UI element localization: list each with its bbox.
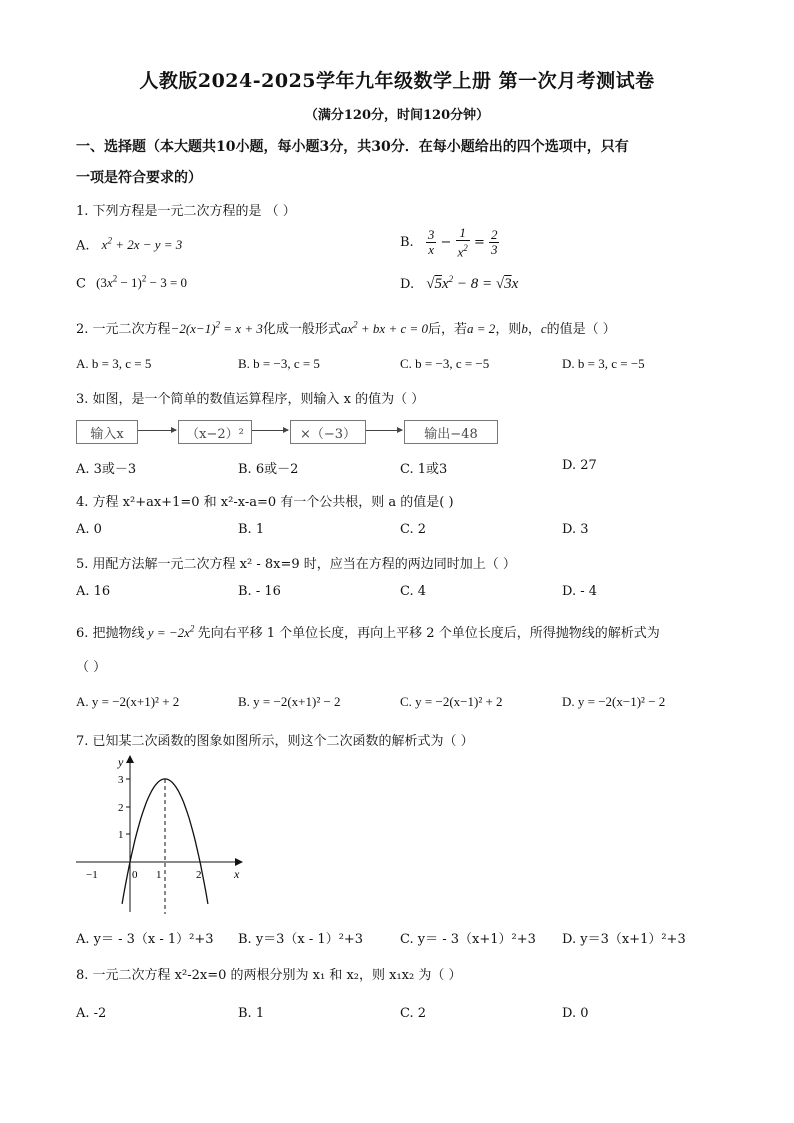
q7-stem: 7. 已知某二次函数的图象如图所示，则这个二次函数的解析式为（ ） (76, 734, 474, 749)
q3-option-a: A. 3或－3 (76, 462, 137, 477)
q8-stem: 8. 一元二次方程 x²-2x=0 的两根分别为 x₁ 和 x₂，则 x₁x₂ 为（ ） (76, 968, 462, 983)
q2-option-a: A. b = 3, c = 5 (76, 356, 152, 371)
graph-x-tick-2: 2 (196, 869, 202, 881)
q1-option-c: C $(3x^2 - 1)^2 - 3 = 0$ (76, 274, 188, 292)
q4-option-c: C. 2 (400, 522, 427, 537)
q7-option-d: D. y＝3（x+1）²+3 (562, 932, 686, 947)
q2-option-d: D. b = 3, c = −5 (562, 356, 645, 371)
q1-option-b: B. $\frac{3}{x}$ − $\frac{1}{x^2}$ = $\frac{2}{3}$ (400, 225, 498, 260)
graph-y-label: y (118, 755, 124, 769)
q6-option-b: B. y = −2(x+1)² − 2 (238, 694, 341, 709)
q5-option-c: C. 4 (400, 584, 427, 599)
flow-box-input: 输入x (76, 420, 138, 444)
q5-stem: 5. 用配方法解一元二次方程 x² - 8x=9 时，应当在方程的两边同时加上（ ） (76, 557, 516, 572)
q5-option-a: A. 16 (76, 584, 111, 599)
q1-stem: 1. 下列方程是一元二次方程的是 （ ） (76, 204, 296, 219)
q4-option-b: B. 1 (238, 522, 265, 537)
flow-box-output: 输出−48 (404, 420, 498, 444)
flow-arrow-1 (138, 430, 176, 431)
q6-answer-paren: （ ） (76, 660, 107, 675)
q8-option-c: C. 2 (400, 1006, 427, 1021)
q3-option-d: D. 27 (562, 458, 597, 473)
graph-x-tick-neg1: −1 (86, 869, 98, 881)
q8-option-b: B. 1 (238, 1006, 265, 1021)
q2-option-b: B. b = −3, c = 5 (238, 356, 320, 371)
q8-option-a: A. -2 (76, 1006, 107, 1021)
q7-option-a: A. y＝ - 3（x - 1）²+3 (76, 932, 214, 947)
graph-x-tick-1: 1 (156, 869, 162, 881)
graph-x-tick-0: 0 (132, 869, 138, 881)
q4-option-d: D. 3 (562, 522, 589, 537)
q6-option-a: A. y = −2(x+1)² + 2 (76, 694, 180, 709)
q1-option-d: D. $√5x^2 - 8 = √3x$ (400, 274, 519, 292)
q3-option-c: C. 1或3 (400, 462, 448, 477)
page-subtitle: （满分120分，时间120分钟） (304, 108, 490, 123)
flow-box-multiply: ×（−3） (290, 420, 366, 444)
graph-x-label: x (234, 867, 240, 881)
graph-y-tick-3: 3 (118, 774, 124, 786)
q7-option-c: C. y＝ - 3（x+1）²+3 (400, 932, 536, 947)
graph-y-tick-2: 2 (118, 802, 124, 814)
q3-option-b: B. 6或－2 (238, 462, 299, 477)
section-heading-line2: 一项是符合要求的） (76, 170, 202, 186)
page-title: 人教版2024-2025学年九年级数学上册 第一次月考测试卷 (139, 70, 655, 92)
q4-stem: 4. 方程 x²+ax+1=0 和 x²-x-a=0 有一个公共根，则 a 的值是( ) (76, 495, 454, 510)
q4-option-a: A. 0 (76, 522, 102, 537)
graph-y-tick-1: 1 (118, 829, 124, 841)
q3-stem: 3. 如图，是一个简单的数值运算程序，则输入 x 的值为（ ） (76, 392, 425, 407)
q7-option-b: B. y＝3（x - 1）²+3 (238, 932, 364, 947)
flow-arrow-2 (252, 430, 288, 431)
q6-option-d: D. y = −2(x−1)² − 2 (562, 694, 666, 709)
q5-option-d: D. - 4 (562, 584, 598, 599)
q2-stem: 2. 一元二次方程$-2(x-1)^2 = x + 3$化成一般形式$ax^2$ + bx + c = 0后，若a = 2，则b，c的值是（ ） (76, 319, 616, 337)
q7-parabola-graph (74, 752, 254, 920)
q8-option-d: D. 0 (562, 1006, 589, 1021)
q2-option-c: C. b = −3, c = −5 (400, 356, 490, 371)
section-heading-line1: 一、选择题（本大题共10小题，每小题3分，共30分．在每小题给出的四个选项中，只有 (76, 139, 629, 155)
flow-arrow-3 (366, 430, 402, 431)
q5-option-b: B. - 16 (238, 584, 281, 599)
flow-box-square: （x−2）² (178, 420, 252, 444)
q6-option-c: C. y = −2(x−1)² + 2 (400, 694, 503, 709)
q6-stem: 6. 把抛物线 $y = -2x^2$ 先向右平移 1 个单位长度，再向上平移 2 个单位长度后，所得抛物线的解析式为 (76, 623, 660, 641)
q1-option-a: A. $x^2 + 2x - y = 3$ (76, 236, 183, 254)
